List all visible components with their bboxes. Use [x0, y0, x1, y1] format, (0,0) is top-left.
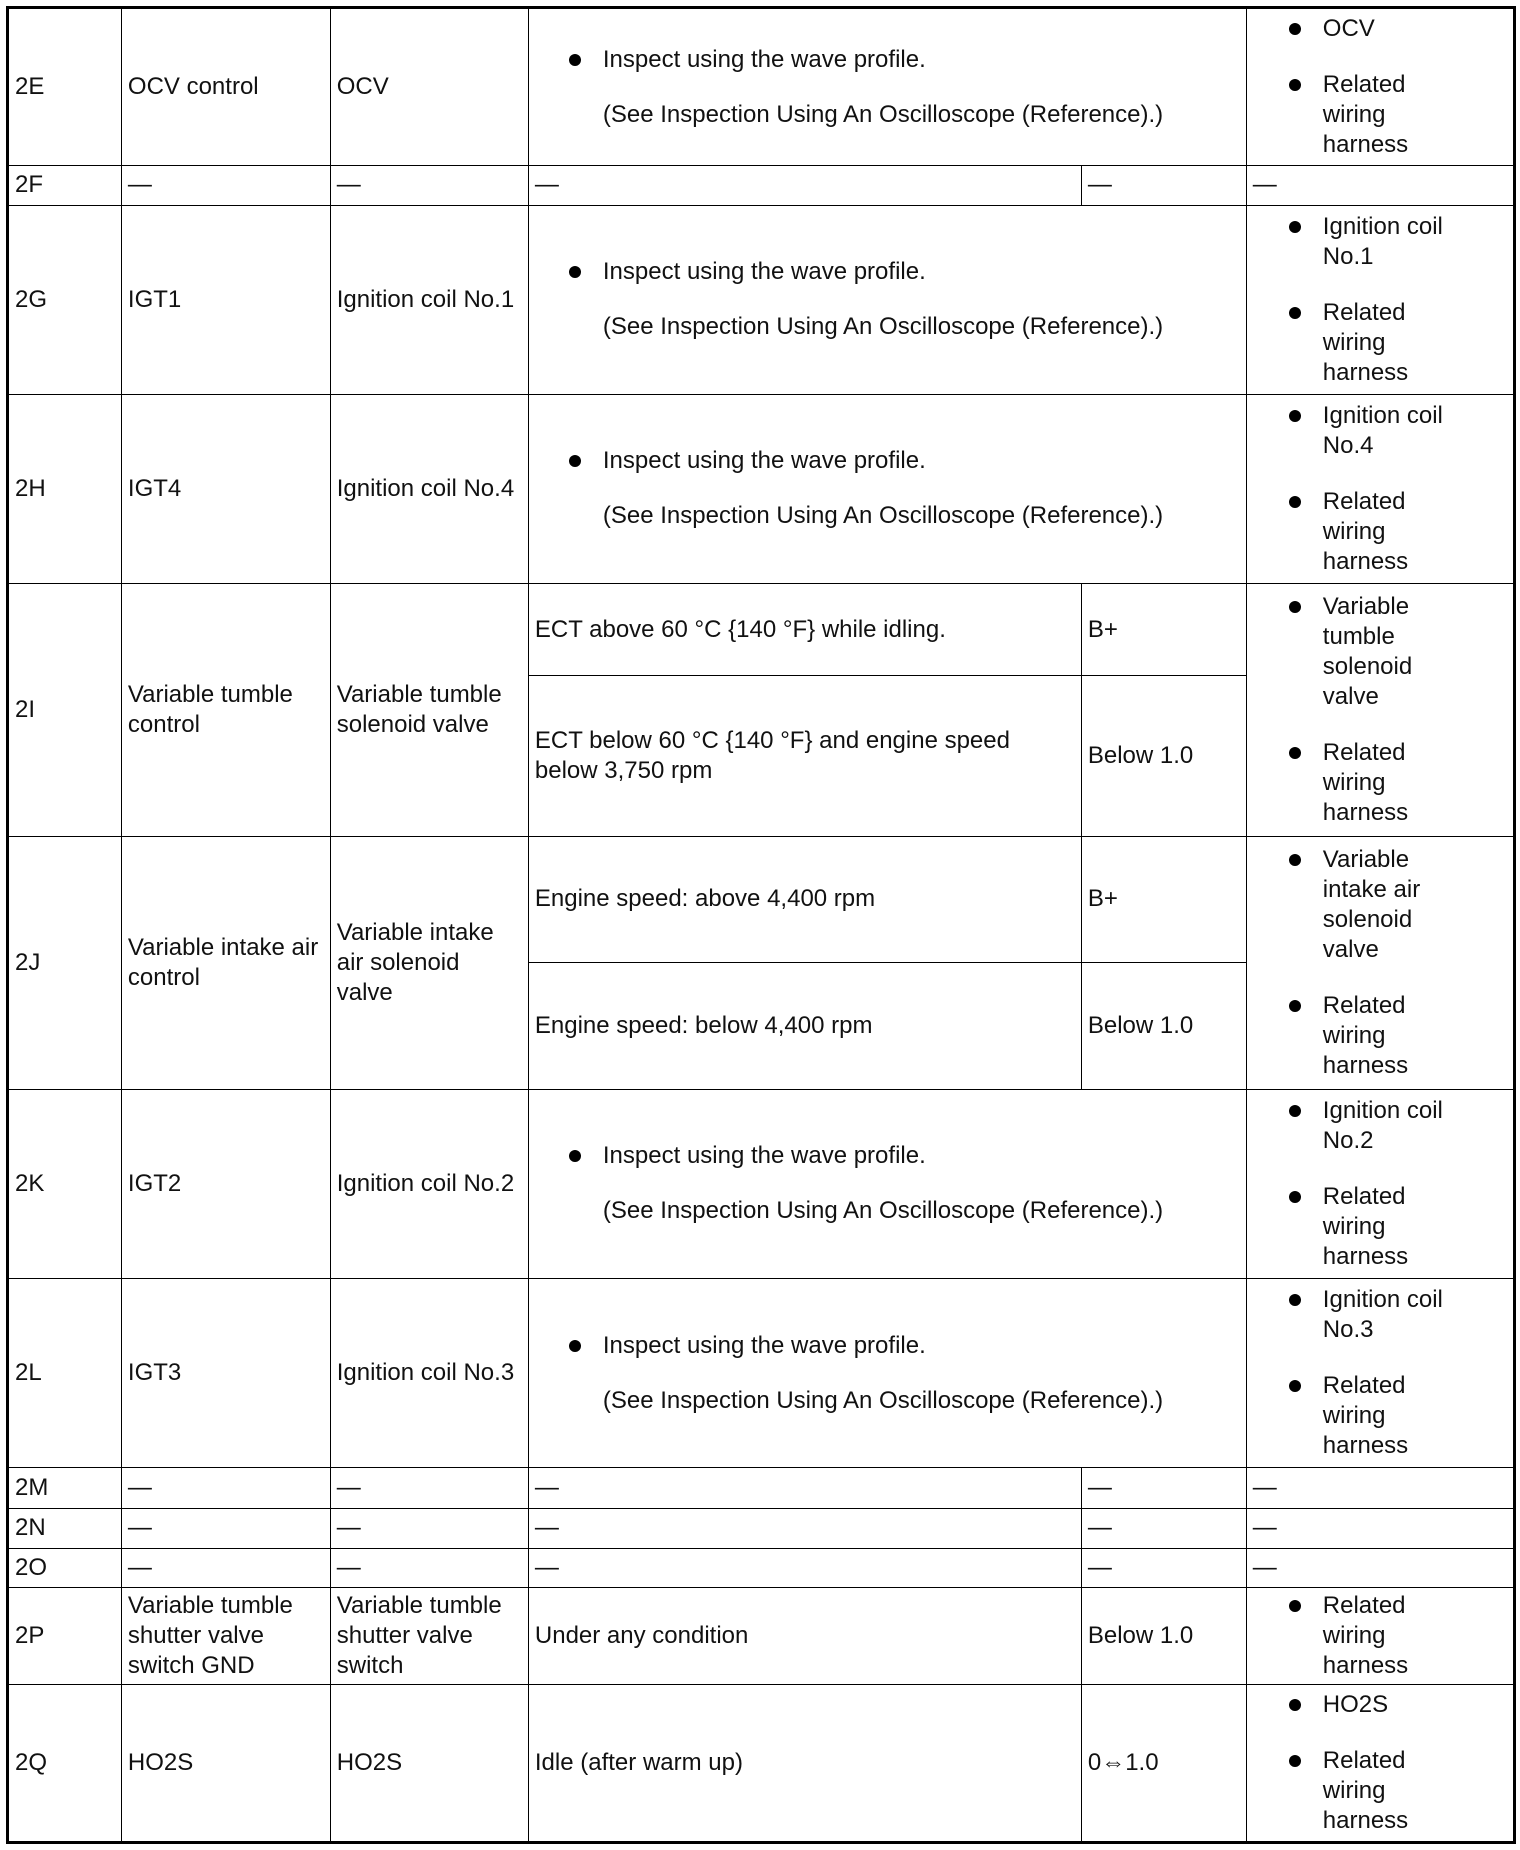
table-row — [8, 1508, 1515, 1549]
voltage-cell: — — [1081, 1508, 1246, 1549]
bullet-icon — [569, 266, 581, 278]
condition-text: Inspect using the wave profile. — [602, 447, 926, 475]
connected-to-cell: HO2S — [330, 1684, 528, 1842]
terminal-cell: 2M — [8, 1468, 122, 1509]
possible-cause-cell — [1246, 1278, 1514, 1467]
connected-to-cell: Variable intake air solenoid valve — [330, 836, 528, 1089]
cause-item: Ignition coil No.2 — [1322, 1096, 1443, 1154]
connected-to-cell: Ignition coil No.4 — [330, 394, 528, 583]
terminal-cell: 2E — [8, 8, 122, 166]
condition-cell: — — [528, 1468, 1081, 1509]
cause-item: Ignition coil No.1 — [1322, 212, 1443, 270]
terminal-cell: 2O — [8, 1549, 122, 1587]
bullet-icon — [569, 54, 581, 66]
signal-name-cell: — — [121, 1468, 330, 1509]
condition-cell: Engine speed: below 4,400 rpm — [528, 962, 1081, 1089]
condition-cell: ECT below 60 °C {140 °F} and engine speed below 3,750 rpm — [528, 676, 1081, 836]
terminal-cell: 2K — [8, 1089, 122, 1278]
bullet-icon — [1289, 307, 1301, 319]
table-row — [8, 1684, 1515, 1842]
signal-name-cell: Variable intake air control — [121, 836, 330, 1089]
cause-item: Related wiring harness — [1322, 1182, 1409, 1270]
possible-cause-cell: — — [1246, 166, 1514, 206]
condition-cell: Engine speed: above 4,400 rpm — [528, 836, 1081, 962]
condition-cell — [528, 8, 1246, 166]
table-row — [8, 1278, 1515, 1467]
table-row — [8, 1468, 1515, 1509]
signal-name-cell: — — [121, 166, 330, 206]
cause-item: Ignition coil No.3 — [1322, 1286, 1443, 1343]
bullet-icon — [1289, 1191, 1301, 1203]
voltage-cell: B+ — [1081, 583, 1246, 676]
voltage-cell: — — [1081, 166, 1246, 206]
signal-name-cell: Variable tumble shutter valve switch GND — [121, 1587, 330, 1684]
possible-cause-cell — [1246, 583, 1514, 836]
bullet-icon — [1289, 854, 1301, 866]
table-row — [8, 836, 1515, 962]
condition-cell — [528, 1278, 1246, 1467]
table-row — [8, 8, 1515, 166]
bullet-icon — [1289, 1000, 1301, 1012]
signal-name-cell: IGT1 — [121, 205, 330, 394]
terminal-cell: 2Q — [8, 1684, 122, 1842]
voltage-cell: — — [1081, 1549, 1246, 1587]
possible-cause-cell: — — [1246, 1468, 1514, 1509]
condition-cell — [528, 205, 1246, 394]
cause-item: OCV — [1322, 15, 1375, 43]
connected-to-cell: Variable tumble solenoid valve — [330, 583, 528, 836]
cause-item: Related wiring harness — [1322, 298, 1409, 386]
connected-to-cell: — — [330, 1549, 528, 1587]
terminal-cell: 2H — [8, 394, 122, 583]
condition-cell: ECT above 60 °C {140 °F} while idling. — [528, 583, 1081, 676]
voltage-cell: 0⇔1.0 — [1081, 1684, 1246, 1842]
cause-item: Related wiring harness — [1322, 1746, 1409, 1834]
signal-name-cell: Variable tumble control — [121, 583, 330, 836]
terminal-cell: 2I — [8, 583, 122, 836]
table-row — [8, 1587, 1515, 1684]
signal-name-cell: IGT3 — [121, 1278, 330, 1467]
connected-to-cell: Ignition coil No.1 — [330, 205, 528, 394]
bullet-icon — [1289, 496, 1301, 508]
table-row — [8, 583, 1515, 676]
voltage-cell: Below 1.0 — [1081, 1587, 1246, 1684]
cause-item: Related wiring harness — [1322, 991, 1409, 1079]
reference-text: (See Inspection Using An Oscilloscope (Reference).) — [602, 502, 1164, 530]
cause-item: HO2S — [1322, 1690, 1389, 1718]
terminal-voltage-table — [6, 6, 1516, 1844]
condition-cell — [528, 1089, 1246, 1278]
possible-cause-cell: — — [1246, 1508, 1514, 1549]
condition-text: Inspect using the wave profile. — [602, 258, 926, 286]
reference-text: (See Inspection Using An Oscilloscope (Reference).) — [602, 1386, 1164, 1414]
cause-item: Related wiring harness — [1322, 487, 1409, 575]
table-row — [8, 166, 1515, 206]
bullet-icon — [1289, 79, 1301, 91]
voltage-cell: — — [1081, 1468, 1246, 1509]
possible-cause-cell — [1246, 394, 1514, 583]
condition-cell: — — [528, 1549, 1081, 1587]
possible-cause-cell — [1246, 836, 1514, 1089]
possible-cause-cell — [1246, 205, 1514, 394]
bullet-icon — [569, 1150, 581, 1162]
connected-to-cell: — — [330, 166, 528, 206]
bullet-icon — [1289, 1294, 1301, 1306]
bullet-icon — [1289, 747, 1301, 759]
bullet-icon — [1289, 1380, 1301, 1392]
bullet-icon — [1289, 1755, 1301, 1767]
voltage-cell: B+ — [1081, 836, 1246, 962]
possible-cause-cell — [1246, 8, 1514, 166]
condition-cell: Under any condition — [528, 1587, 1081, 1684]
terminal-cell: 2G — [8, 205, 122, 394]
signal-name-cell: IGT2 — [121, 1089, 330, 1278]
connected-to-cell: Variable tumble shutter valve switch — [330, 1587, 528, 1684]
signal-name-cell: OCV control — [121, 8, 330, 166]
cause-item: Variable intake air solenoid valve — [1322, 845, 1421, 963]
table-row — [8, 205, 1515, 394]
bullet-icon — [1289, 601, 1301, 613]
cause-item: Related wiring harness — [1322, 1591, 1409, 1679]
connected-to-cell: Ignition coil No.2 — [330, 1089, 528, 1278]
condition-text: Inspect using the wave profile. — [602, 1142, 926, 1170]
bullet-icon — [1289, 1600, 1301, 1612]
cause-item: Related wiring harness — [1322, 71, 1409, 159]
condition-cell: — — [528, 1508, 1081, 1549]
possible-cause-cell: — — [1246, 1549, 1514, 1587]
terminal-cell: 2P — [8, 1587, 122, 1684]
bullet-icon — [1289, 23, 1301, 35]
voltage-cell: Below 1.0 — [1081, 676, 1246, 836]
condition-cell: — — [528, 166, 1081, 206]
table-row — [8, 1549, 1515, 1587]
terminal-cell: 2L — [8, 1278, 122, 1467]
cause-item: Related wiring harness — [1322, 738, 1409, 826]
bullet-icon — [1289, 1105, 1301, 1117]
signal-name-cell: — — [121, 1549, 330, 1587]
terminal-cell: 2F — [8, 166, 122, 206]
cause-item: Related wiring harness — [1322, 1372, 1409, 1459]
bullet-icon — [1289, 221, 1301, 233]
table-row — [8, 1089, 1515, 1278]
reference-text: (See Inspection Using An Oscilloscope (Reference).) — [602, 313, 1164, 341]
connected-to-cell: OCV — [330, 8, 528, 166]
condition-cell: Idle (after warm up) — [528, 1684, 1081, 1842]
cause-item: Variable tumble solenoid valve — [1322, 592, 1413, 710]
cause-item: Ignition coil No.4 — [1322, 401, 1443, 459]
table-row — [8, 394, 1515, 583]
condition-text: Inspect using the wave profile. — [602, 1331, 926, 1359]
signal-name-cell: — — [121, 1508, 330, 1549]
voltage-cell: Below 1.0 — [1081, 962, 1246, 1089]
signal-name-cell: IGT4 — [121, 394, 330, 583]
bullet-icon — [1289, 410, 1301, 422]
terminal-cell: 2J — [8, 836, 122, 1089]
possible-cause-cell — [1246, 1587, 1514, 1684]
possible-cause-cell — [1246, 1684, 1514, 1842]
connected-to-cell: Ignition coil No.3 — [330, 1278, 528, 1467]
possible-cause-cell — [1246, 1089, 1514, 1278]
bullet-icon — [569, 455, 581, 467]
connected-to-cell: — — [330, 1508, 528, 1549]
reference-text: (See Inspection Using An Oscilloscope (Reference).) — [602, 100, 1164, 128]
condition-cell — [528, 394, 1246, 583]
terminal-cell: 2N — [8, 1508, 122, 1549]
bullet-icon — [569, 1340, 581, 1352]
signal-name-cell: HO2S — [121, 1684, 330, 1842]
condition-text: Inspect using the wave profile. — [602, 45, 926, 73]
bullet-icon — [1289, 1699, 1301, 1711]
connected-to-cell: — — [330, 1468, 528, 1509]
reference-text: (See Inspection Using An Oscilloscope (Reference).) — [602, 1197, 1164, 1225]
